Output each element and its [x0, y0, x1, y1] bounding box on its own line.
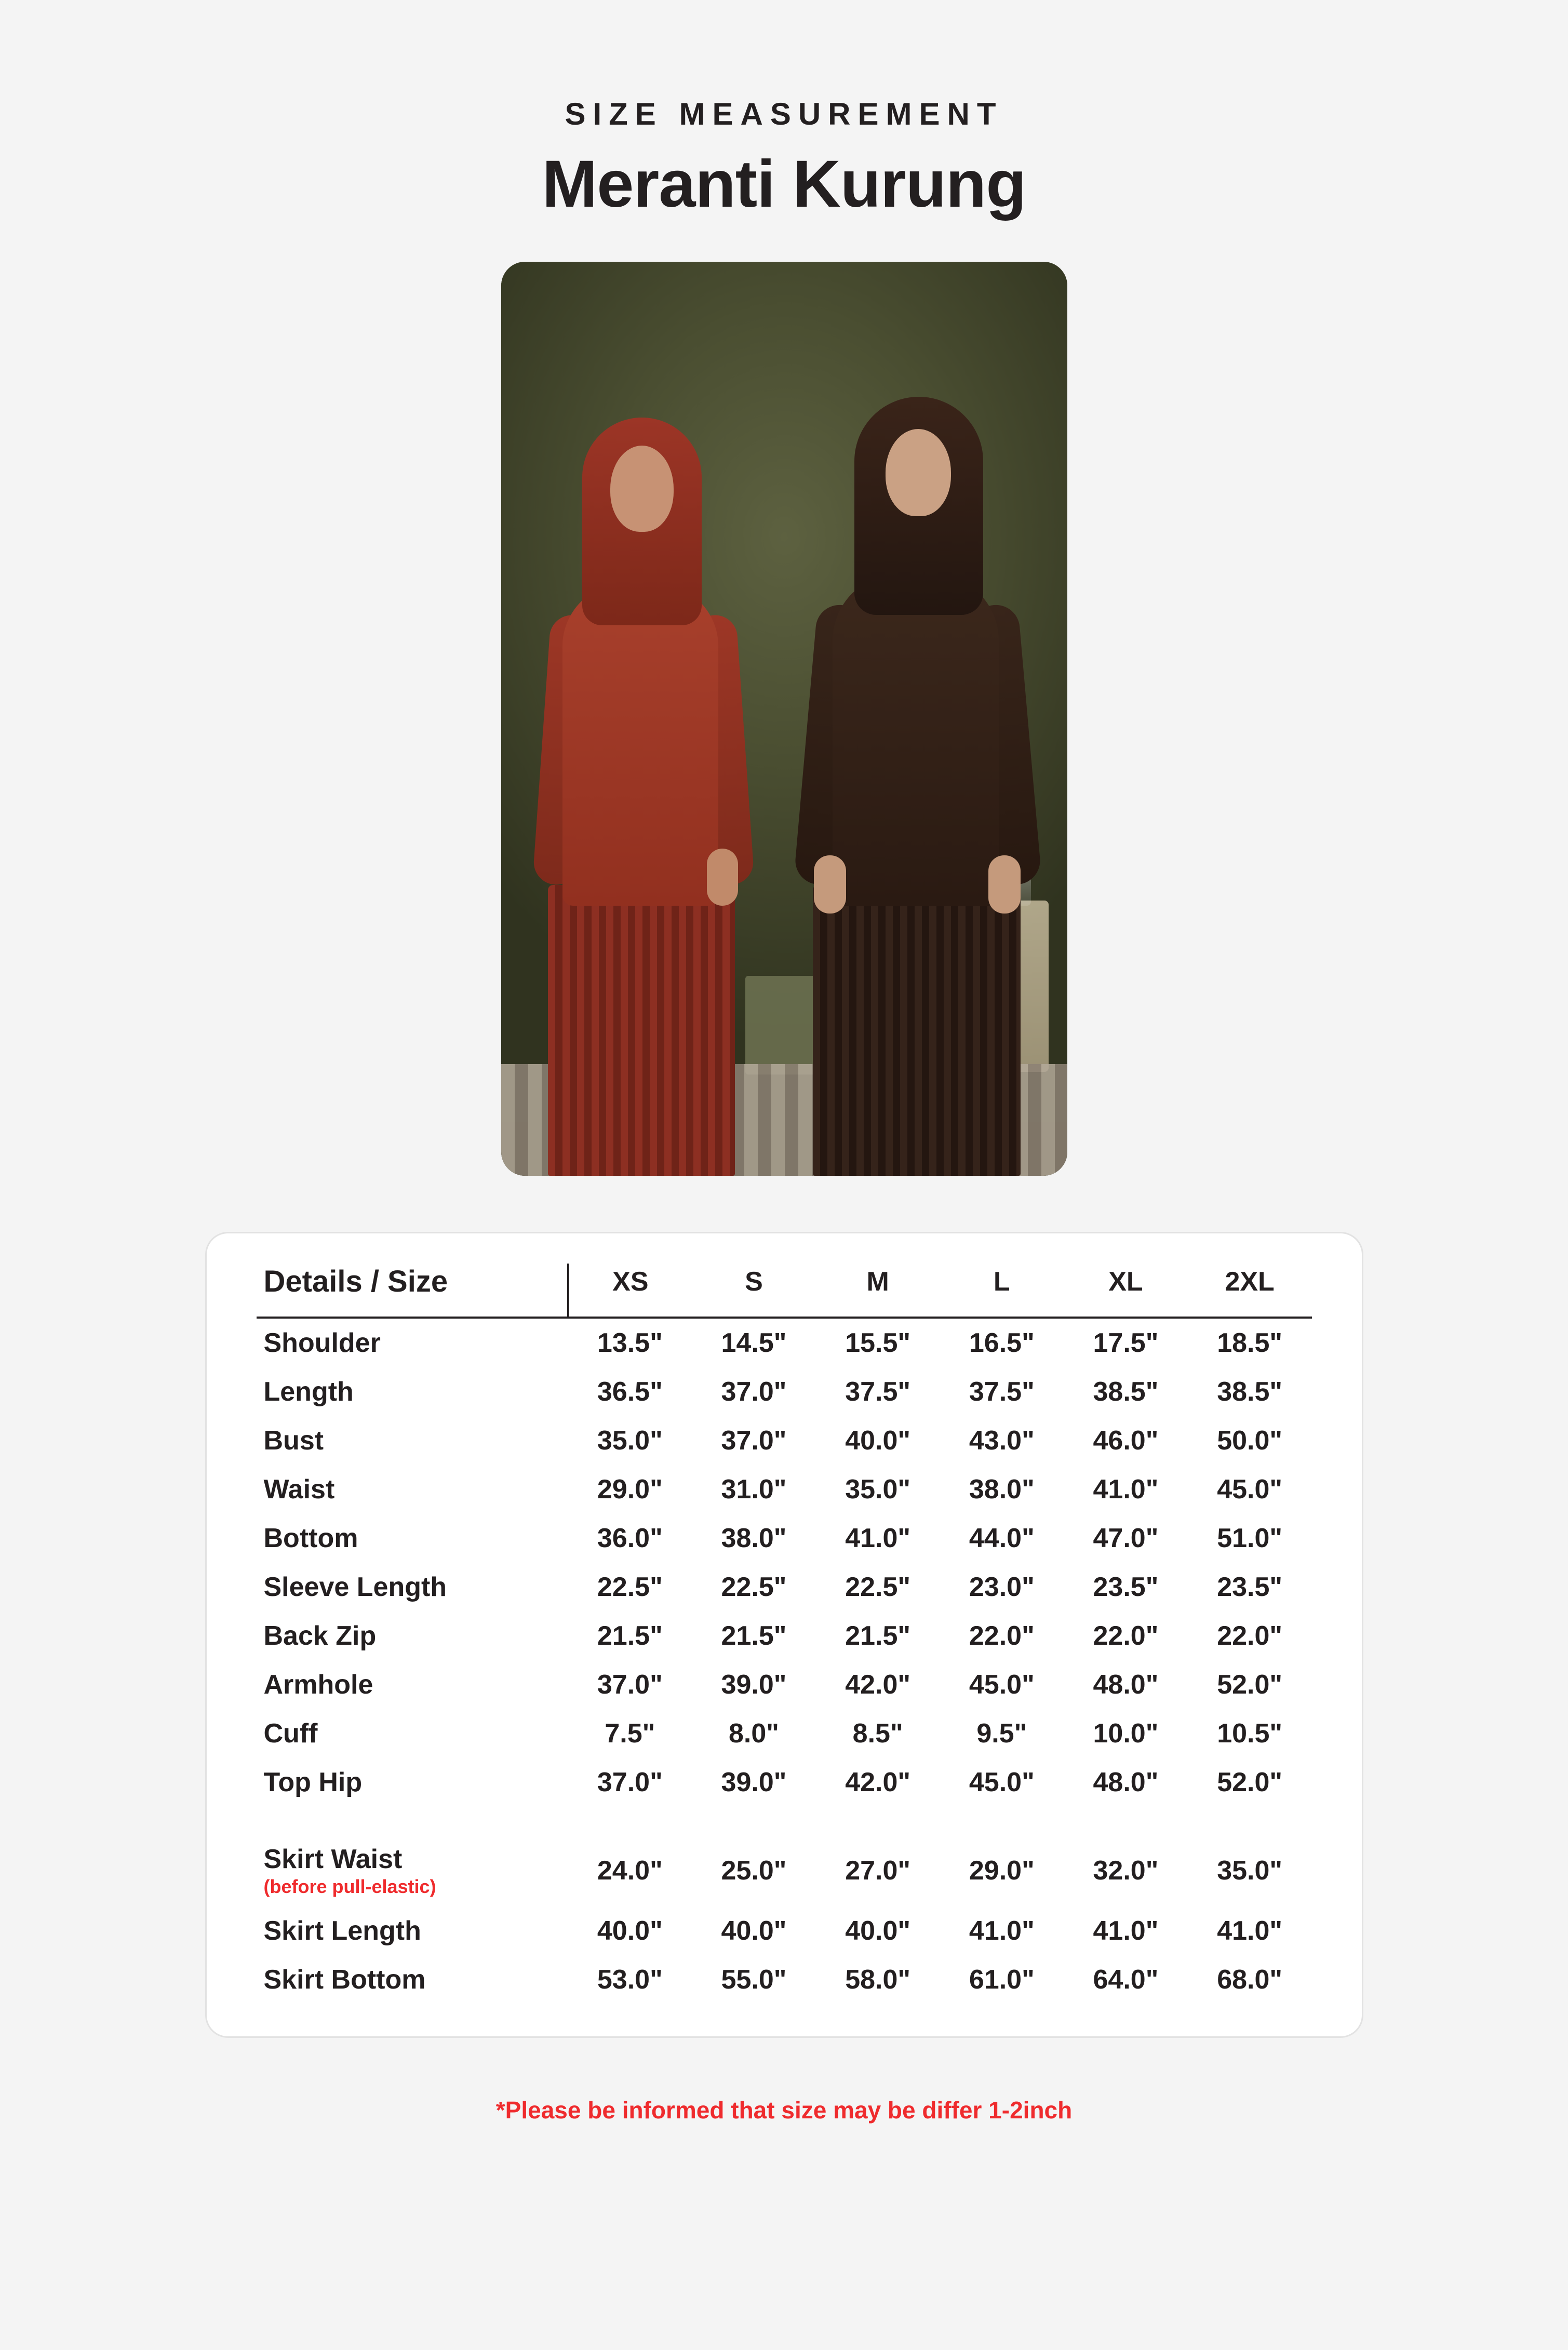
cell-bust-s: 37.0"	[721, 1426, 787, 1456]
cell-sleeve-length-m: 22.5"	[845, 1572, 911, 1603]
cell-sleeve-length-xl: 23.5"	[1093, 1572, 1159, 1603]
cell-length-xs: 36.5"	[597, 1377, 663, 1407]
page-header	[542, 99, 1026, 219]
cell-waist-m: 35.0"	[845, 1474, 911, 1505]
cell-bust-xs: 35.0"	[597, 1426, 663, 1456]
row-label-skirt-bottom: Skirt Bottom	[263, 1965, 426, 1995]
table-row	[257, 1955, 1312, 2004]
cell-bottom-l: 44.0"	[969, 1523, 1035, 1554]
cell-top-hip-m: 42.0"	[845, 1767, 911, 1798]
cell-waist-xl: 41.0"	[1093, 1474, 1159, 1505]
cell-bust-2xl: 50.0"	[1217, 1426, 1283, 1456]
spacer-cell	[1064, 1807, 1188, 1835]
cell-armhole-xl: 48.0"	[1093, 1670, 1159, 1700]
size-header-xs: XS	[568, 1264, 692, 1318]
cell-skirt-waist-m: 27.0"	[845, 1856, 911, 1886]
row-label-skirt-waist-text: Skirt Waist	[263, 1844, 403, 1875]
model-brown-hand-right	[988, 855, 1021, 914]
row-label-length: Length	[263, 1377, 354, 1407]
cell-skirt-bottom-m: 58.0"	[845, 1965, 911, 1995]
model-brown-skirt	[813, 885, 1021, 1176]
cell-top-hip-2xl: 52.0"	[1217, 1767, 1283, 1798]
cell-waist-2xl: 45.0"	[1217, 1474, 1283, 1505]
cell-back-zip-xs: 21.5"	[597, 1621, 663, 1651]
cell-bottom-s: 38.0"	[721, 1523, 787, 1554]
cell-shoulder-m: 15.5"	[845, 1328, 911, 1359]
size-header-l: L	[940, 1264, 1064, 1318]
cell-shoulder-xl: 17.5"	[1093, 1328, 1159, 1359]
cell-top-hip-xs: 37.0"	[597, 1767, 663, 1798]
row-label-top-hip: Top Hip	[263, 1767, 363, 1798]
row-label-skirt-waist	[257, 1835, 568, 1906]
cell-shoulder-s: 14.5"	[721, 1328, 787, 1359]
cell-bust-l: 43.0"	[969, 1426, 1035, 1456]
cell-bust-m: 40.0"	[845, 1426, 911, 1456]
cell-armhole-xs: 37.0"	[597, 1670, 663, 1700]
size-table-card	[205, 1232, 1363, 2038]
table-row	[257, 1835, 1312, 1906]
row-label-bottom: Bottom	[263, 1523, 358, 1554]
table-row-spacer	[257, 1807, 1312, 1835]
spacer-cell	[1188, 1807, 1312, 1835]
cell-cuff-m: 8.5"	[852, 1718, 903, 1749]
cell-waist-s: 31.0"	[721, 1474, 787, 1505]
cell-cuff-2xl: 10.5"	[1217, 1718, 1283, 1749]
model-rust-face	[610, 446, 674, 532]
cell-back-zip-xl: 22.0"	[1093, 1621, 1159, 1651]
cell-skirt-bottom-xs: 53.0"	[597, 1965, 663, 1995]
table-row	[257, 1367, 1312, 1416]
cell-sleeve-length-2xl: 23.5"	[1217, 1572, 1283, 1603]
table-row	[257, 1416, 1312, 1465]
cell-top-hip-l: 45.0"	[969, 1767, 1035, 1798]
cell-top-hip-s: 39.0"	[721, 1767, 787, 1798]
cell-skirt-waist-l: 29.0"	[969, 1856, 1035, 1886]
size-header-2xl: 2XL	[1188, 1264, 1312, 1318]
row-label-sleeve-length: Sleeve Length	[263, 1572, 447, 1603]
row-label-waist: Waist	[263, 1474, 335, 1505]
cell-length-xl: 38.5"	[1093, 1377, 1159, 1407]
cell-back-zip-l: 22.0"	[969, 1621, 1035, 1651]
spacer-cell	[568, 1807, 692, 1835]
table-row	[257, 1318, 1312, 1367]
table-row	[257, 1563, 1312, 1612]
size-table	[257, 1264, 1312, 2004]
cell-cuff-xs: 7.5"	[605, 1718, 655, 1749]
cell-top-hip-xl: 48.0"	[1093, 1767, 1159, 1798]
cell-skirt-length-l: 41.0"	[969, 1916, 1035, 1946]
table-row	[257, 1612, 1312, 1660]
model-rust-top	[562, 584, 718, 906]
cell-length-l: 37.5"	[969, 1377, 1035, 1407]
cell-cuff-xl: 10.0"	[1093, 1718, 1159, 1749]
cell-shoulder-l: 16.5"	[969, 1328, 1035, 1359]
row-label-bust: Bust	[263, 1426, 324, 1456]
cell-cuff-l: 9.5"	[976, 1718, 1027, 1749]
cell-armhole-2xl: 52.0"	[1217, 1670, 1283, 1700]
cell-armhole-s: 39.0"	[721, 1670, 787, 1700]
cell-skirt-waist-2xl: 35.0"	[1217, 1856, 1283, 1886]
cell-cuff-s: 8.0"	[729, 1718, 779, 1749]
table-row	[257, 1660, 1312, 1709]
row-label-armhole: Armhole	[263, 1670, 373, 1700]
cell-sleeve-length-s: 22.5"	[721, 1572, 787, 1603]
cell-shoulder-2xl: 18.5"	[1217, 1328, 1283, 1359]
cell-shoulder-xs: 13.5"	[597, 1328, 663, 1359]
cell-skirt-length-xl: 41.0"	[1093, 1916, 1159, 1946]
size-header-m: M	[816, 1264, 940, 1318]
model-rust	[532, 386, 751, 1176]
cell-back-zip-s: 21.5"	[721, 1621, 787, 1651]
size-table-head	[257, 1264, 1312, 1318]
row-label-cuff: Cuff	[263, 1718, 318, 1749]
cell-back-zip-m: 21.5"	[845, 1621, 911, 1651]
cell-length-2xl: 38.5"	[1217, 1377, 1283, 1407]
cell-bust-xl: 46.0"	[1093, 1426, 1159, 1456]
size-table-body	[257, 1318, 1312, 2004]
cell-armhole-l: 45.0"	[969, 1670, 1035, 1700]
table-header-row	[257, 1264, 1312, 1318]
cell-bottom-m: 41.0"	[845, 1523, 911, 1554]
cell-skirt-length-2xl: 41.0"	[1217, 1916, 1283, 1946]
cell-waist-l: 38.0"	[969, 1474, 1035, 1505]
cell-length-s: 37.0"	[721, 1377, 787, 1407]
page-title: Meranti Kurung	[542, 147, 1026, 221]
row-note-skirt-waist: (before pull-elastic)	[263, 1876, 436, 1898]
model-rust-hand	[707, 849, 738, 906]
table-row	[257, 1758, 1312, 1807]
cell-skirt-bottom-2xl: 68.0"	[1217, 1965, 1283, 1995]
cell-skirt-waist-xs: 24.0"	[597, 1856, 663, 1886]
cell-skirt-length-s: 40.0"	[721, 1916, 787, 1946]
table-row	[257, 1906, 1312, 1955]
cell-length-m: 37.5"	[845, 1377, 911, 1407]
details-size-header: Details / Size	[257, 1264, 568, 1318]
table-row	[257, 1709, 1312, 1758]
model-brown	[792, 366, 1036, 1176]
cell-waist-xs: 29.0"	[597, 1474, 663, 1505]
spacer-cell	[940, 1807, 1064, 1835]
row-label-shoulder: Shoulder	[263, 1328, 381, 1359]
row-label-skirt-length: Skirt Length	[263, 1916, 421, 1946]
spacer-cell	[257, 1807, 568, 1835]
cell-skirt-length-m: 40.0"	[845, 1916, 911, 1946]
cell-sleeve-length-xs: 22.5"	[597, 1572, 663, 1603]
model-brown-face	[886, 429, 951, 516]
row-label-back-zip: Back Zip	[263, 1621, 377, 1651]
table-row	[257, 1514, 1312, 1563]
cell-skirt-waist-xl: 32.0"	[1093, 1856, 1159, 1886]
product-photo	[501, 262, 1067, 1176]
cell-skirt-waist-s: 25.0"	[721, 1856, 787, 1886]
size-header-xl: XL	[1064, 1264, 1188, 1318]
cell-skirt-bottom-l: 61.0"	[969, 1965, 1035, 1995]
cell-skirt-bottom-xl: 64.0"	[1093, 1965, 1159, 1995]
model-rust-skirt	[548, 885, 735, 1176]
spacer-cell	[692, 1807, 816, 1835]
cell-armhole-m: 42.0"	[845, 1670, 911, 1700]
page-eyebrow: SIZE MEASUREMENT	[565, 97, 1003, 131]
cell-skirt-bottom-s: 55.0"	[721, 1965, 787, 1995]
cell-bottom-xs: 36.0"	[597, 1523, 663, 1554]
model-brown-hand-left	[814, 855, 846, 914]
cell-bottom-2xl: 51.0"	[1217, 1523, 1283, 1554]
cell-sleeve-length-l: 23.0"	[969, 1572, 1035, 1603]
cell-bottom-xl: 47.0"	[1093, 1523, 1159, 1554]
size-header-s: S	[692, 1264, 816, 1318]
size-disclaimer: *Please be informed that size may be differ 1-2inch	[495, 2097, 1073, 2124]
cell-back-zip-2xl: 22.0"	[1217, 1621, 1283, 1651]
table-row	[257, 1465, 1312, 1514]
spacer-cell	[816, 1807, 940, 1835]
model-brown-top	[833, 573, 999, 906]
cell-skirt-length-xs: 40.0"	[597, 1916, 663, 1946]
